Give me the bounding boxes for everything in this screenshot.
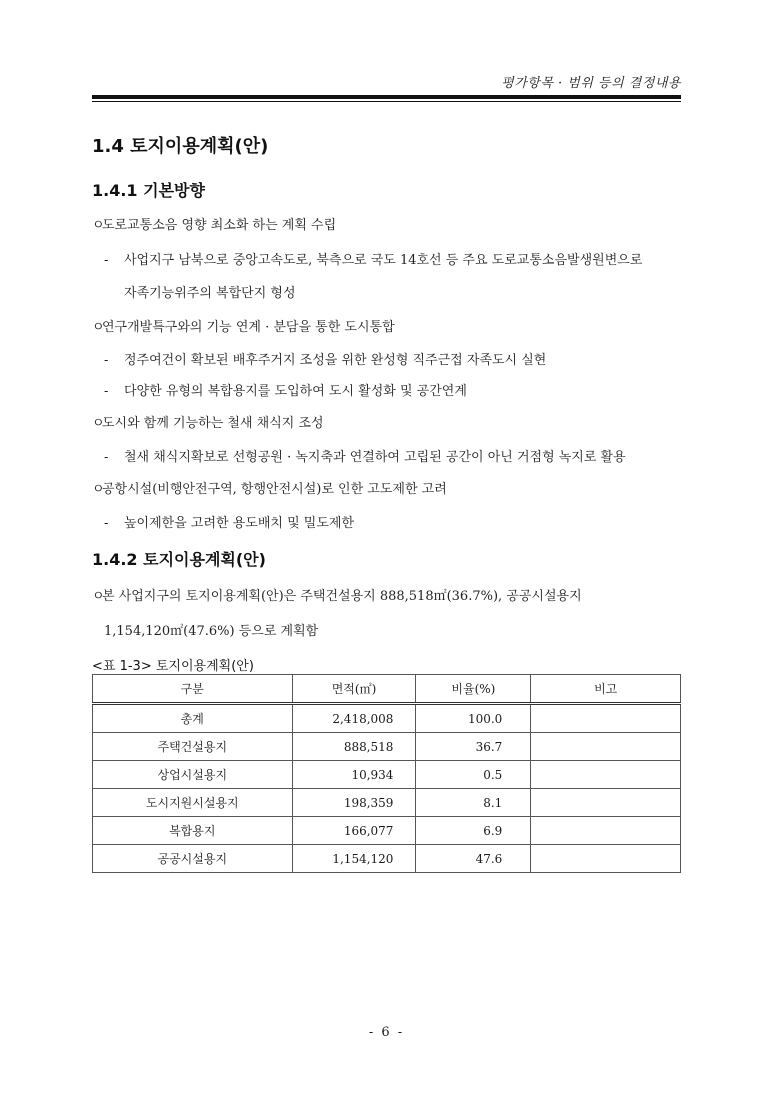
cell-category: 복합용지 (93, 817, 293, 845)
cell-area: 1,154,120 (292, 845, 416, 873)
cell-area: 888,518 (292, 733, 416, 761)
list-item (92, 585, 582, 604)
list-item (92, 412, 324, 431)
cell-note (531, 845, 681, 873)
list-item-text: 다양한 유형의 복합용지를 도입하여 도시 활성화 및 공간연계 (124, 384, 467, 399)
header-rule-thick (92, 95, 681, 99)
list-item-text: 1,154,120㎡(47.6%) 등으로 계획함 (104, 624, 319, 639)
cell-category: 총계 (93, 704, 293, 733)
list-item-text: 공항시설(비행안전구역, 항행안전시설)로 인한 고도제한 고려 (102, 482, 447, 497)
bullet: ㅇ (92, 482, 105, 497)
table-header-row (93, 675, 681, 704)
list-item (92, 214, 336, 233)
header-title: 평가항목 · 범위 등의 결정내용 (501, 76, 681, 91)
table-row (93, 704, 681, 733)
section-title: 1.4 토지이용계획(안) (92, 136, 269, 157)
bullet: ㅇ (92, 320, 105, 335)
cell-ratio: 6.9 (416, 817, 531, 845)
table-caption: <표 1-3> 토지이용계획(안) (92, 659, 254, 674)
cell-note (531, 761, 681, 789)
list-item-text: 연구개발특구와의 기능 연계 · 분담을 통한 도시통합 (102, 320, 395, 335)
bullet: - (104, 253, 109, 268)
cell-category: 주택건설용지 (93, 733, 293, 761)
col-header-area: 면적(㎡) (292, 675, 416, 704)
col-header-note: 비고 (531, 675, 681, 704)
cell-ratio: 8.1 (416, 789, 531, 817)
bullet: ㅇ (92, 416, 105, 431)
cell-note (531, 817, 681, 845)
list-item-text: 사업지구 남북으로 중앙고속도로, 북측으로 국도 14호선 등 주요 도로교통소음발생원변으로 (124, 253, 643, 268)
subsection-title-land-use-plan: 1.4.2 토지이용계획(안) (92, 550, 266, 569)
col-header-ratio: 비율(%) (416, 675, 531, 704)
table-row (93, 845, 681, 873)
col-header-category: 구분 (93, 675, 293, 704)
page-number: - 6 - (368, 1025, 405, 1040)
list-item (92, 349, 546, 368)
list-item-text: 자족기능위주의 복합단지 형성 (124, 286, 296, 301)
list-item (92, 478, 447, 497)
list-item (92, 446, 626, 465)
table-row (93, 761, 681, 789)
table-row (93, 817, 681, 845)
list-item-text: 철새 채식지확보로 선형공원 · 녹지축과 연결하여 고립된 공간이 아닌 거점형 녹지로 활용 (124, 450, 626, 465)
list-item-text: 정주여건이 확보된 배후주거지 조성을 위한 완성형 직주근접 자족도시 실현 (124, 353, 547, 368)
cell-category: 공공시설용지 (93, 845, 293, 873)
list-item (92, 249, 642, 268)
list-item-continuation (124, 282, 296, 301)
land-use-table (92, 674, 681, 873)
cell-category: 상업시설용지 (93, 761, 293, 789)
cell-note (531, 704, 681, 733)
table-row (93, 733, 681, 761)
cell-area: 10,934 (292, 761, 416, 789)
cell-ratio: 0.5 (416, 761, 531, 789)
bullet: - (104, 384, 109, 399)
list-item-continuation (104, 620, 318, 639)
cell-area: 166,077 (292, 817, 416, 845)
header-rule-thin (92, 101, 681, 102)
bullet: ㅇ (92, 589, 105, 604)
cell-ratio: 36.7 (416, 733, 531, 761)
bullet: - (104, 353, 109, 368)
cell-category: 도시지원시설용지 (93, 789, 293, 817)
list-item-text: 도로교통소음 영향 최소화 하는 계획 수립 (102, 218, 337, 233)
subsection-title-basic-direction: 1.4.1 기본방향 (92, 181, 205, 200)
bullet: ㅇ (92, 218, 105, 233)
cell-area: 2,418,008 (292, 704, 416, 733)
list-item-text: 도시와 함께 기능하는 철새 채식지 조성 (102, 416, 324, 431)
list-item (92, 380, 467, 399)
cell-area: 198,359 (292, 789, 416, 817)
list-item-text: 본 사업지구의 토지이용계획(안)은 주택건설용지 888,518㎡(36.7%), 공공시설용지 (102, 589, 582, 604)
bullet: - (104, 516, 109, 531)
table-row (93, 789, 681, 817)
list-item-text: 높이제한을 고려한 용도배치 및 밀도제한 (124, 516, 355, 531)
cell-note (531, 789, 681, 817)
cell-ratio: 47.6 (416, 845, 531, 873)
cell-ratio: 100.0 (416, 704, 531, 733)
list-item (92, 316, 395, 335)
bullet: - (104, 450, 109, 465)
cell-note (531, 733, 681, 761)
list-item (92, 512, 354, 531)
